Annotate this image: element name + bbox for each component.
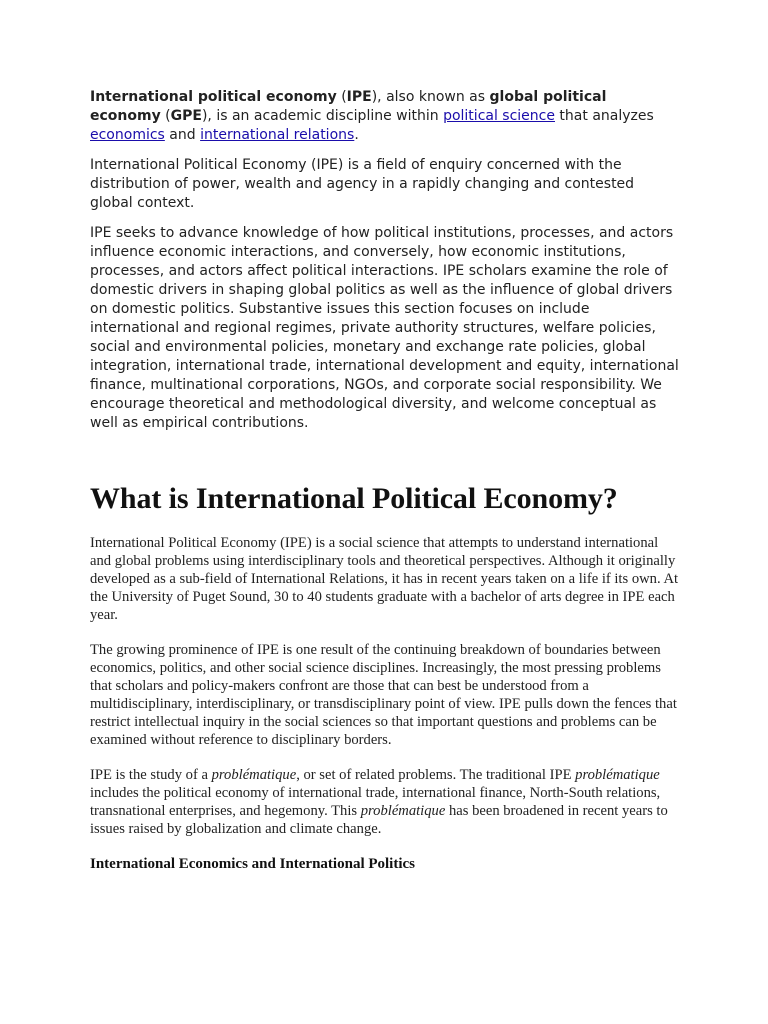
term-gpe: global political economy [90, 89, 607, 124]
abbr-ipe: IPE [346, 89, 372, 105]
text-span: has been broadened in recent years to issues raised by globalization and climate change. [90, 803, 668, 837]
article-heading: What is International Political Economy? [90, 482, 618, 515]
text-span: IPE is the study of a [90, 767, 212, 783]
link-international-relations[interactable]: international relations [200, 127, 355, 143]
text-span: ( [160, 108, 171, 124]
text-span: ( [336, 89, 347, 105]
italic-term: problématique [211, 767, 297, 783]
text-span: ), also known as [371, 89, 490, 105]
document-page [90, 88, 680, 873]
intro-section [90, 88, 680, 433]
text-span: ), is an academic discipline within [201, 108, 444, 124]
section-subheading: International Economics and International Politics [90, 856, 416, 872]
italic-term: problématique [575, 767, 660, 783]
intro-paragraph-1 [90, 88, 680, 145]
text-span: , or set of related problems. The traditional IPE [296, 767, 576, 783]
text-span: . [354, 127, 359, 143]
text-span: that analyzes [554, 108, 654, 124]
link-economics[interactable]: economics [90, 127, 165, 143]
text-span: and [164, 127, 201, 143]
abbr-gpe: GPE [170, 108, 202, 124]
intro-paragraph-3: IPE seeks to advance knowledge of how political institutions, processes, and actors influence economic interactions, and conversely, how economic institutions, processes, and actors affect political interactions. IPE scholars examine the role of domestic drivers in shaping global politics as well as the influence of global drivers on domestic politics. Substantive issues this section focuses on include international and regional regimes, private authority structures, welfare policies, social and environmental policies, monetary and exchange rate policies, global integration, international trade, international development and equity, international finance, multinational corporations, NGOs, and corporate social responsibility. We encourage theoretical and methodological diversity, and welcome conceptual as well as empirical contributions. [90, 225, 679, 431]
text-span: includes the political economy of international trade, international finance, North-South relations, transnational enterprises, and hegemony. This [90, 785, 661, 819]
italic-term: problématique [360, 803, 446, 819]
article-paragraph-2: The growing prominence of IPE is one result of the continuing breakdown of boundaries between economics, politics, and other social science disciplines. Increasingly, the most pressing problems that scholars and policy-makers confront are those that can best be understood from a multidisciplinary, interdisciplinary, or transdisciplinary point of view. IPE pulls down the fences that restrict intellectual inquiry in the social sciences so that important questions and problems can be examined without reference to disciplinary borders. [90, 642, 677, 748]
article-paragraph-3 [90, 766, 680, 838]
link-political-science[interactable]: political science [443, 108, 555, 124]
intro-paragraph-2: International Political Economy (IPE) is a field of enquiry concerned with the distribution of power, wealth and agency in a rapidly changing and contested global context. [90, 157, 635, 211]
term-ipe: International political economy [90, 89, 337, 105]
article-paragraph-1: International Political Economy (IPE) is a social science that attempts to understand international and global problems using interdisciplinary tools and theoretical perspectives. Although it originally developed as a sub-field of International Relations, it has in recent years taken on a life if its own. At the University of Puget Sound, 30 to 40 students graduate with a bachelor of arts degree in IPE each year. [90, 535, 679, 623]
article-body [90, 534, 680, 838]
